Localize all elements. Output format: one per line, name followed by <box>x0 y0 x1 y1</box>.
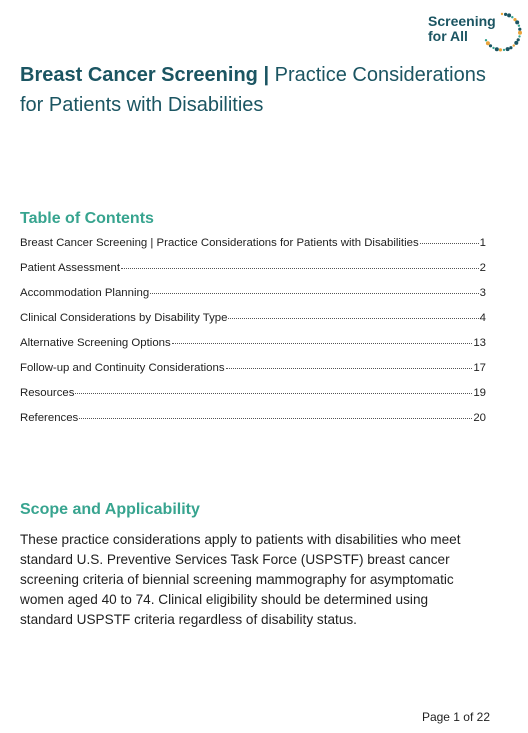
toc-entry[interactable] <box>20 362 486 387</box>
title-bold-part: Breast Cancer Screening | <box>20 64 270 86</box>
toc-entry[interactable] <box>20 312 486 337</box>
logo-line-2: for All <box>428 28 468 44</box>
logo-dot <box>518 28 521 31</box>
logo-dot <box>499 48 502 51</box>
toc-heading: Table of Contents <box>20 210 154 227</box>
logo-dot <box>517 38 520 41</box>
logo-dot <box>503 49 505 51</box>
logo-dot <box>506 47 510 51</box>
logo-dot <box>507 13 511 17</box>
toc-leader-dots <box>121 268 479 269</box>
scope-heading: Scope and Applicability <box>20 501 200 518</box>
scope-paragraph: These practice considerations apply to patients with disabilities who meet standard U.S. Preventive Services Task Force (USPSTF) breast cancer screening criteria of biennial screening mammography for asymptomatic women aged 40 to 74. Clinical eligibility should be determined using standard USPSTF criteria regardless of disability status. <box>20 532 461 627</box>
toc-leader-dots <box>79 418 472 419</box>
toc-entry-label[interactable]: Alternative Screening Options <box>20 337 171 349</box>
logo-dot <box>492 47 494 49</box>
toc-entry[interactable] <box>20 337 486 362</box>
toc-leader-dots <box>226 368 473 369</box>
document-title <box>20 60 490 120</box>
logo-dot <box>489 44 492 47</box>
logo-dot <box>513 44 515 46</box>
toc-entry-label[interactable]: Accommodation Planning <box>20 287 150 299</box>
toc-entry[interactable] <box>20 287 486 312</box>
toc-entry-page[interactable]: 20 <box>473 412 486 424</box>
logo-dot <box>518 35 520 37</box>
logo-dot <box>518 25 520 27</box>
table-of-contents <box>20 237 486 437</box>
toc-entry-label[interactable]: Patient Assessment <box>20 262 121 274</box>
toc-entry[interactable] <box>20 262 486 287</box>
title-regular-part: Practice Considerations for Patients with Disabilities <box>20 64 486 116</box>
logo-dot <box>486 41 490 45</box>
toc-entry-page[interactable]: 19 <box>473 387 486 399</box>
logo-dot <box>511 16 513 18</box>
toc-entry-page[interactable]: 13 <box>473 337 486 349</box>
screening-for-all-logo <box>428 12 522 52</box>
logo-dot <box>504 13 507 16</box>
toc-leader-dots <box>420 243 479 244</box>
toc-entry-label[interactable]: Resources <box>20 387 75 399</box>
logo-line-1: Screening <box>428 13 496 29</box>
logo-dot <box>509 46 512 49</box>
toc-entry-page[interactable]: 3 <box>479 287 486 299</box>
toc-leader-dots <box>172 343 473 344</box>
logo-dots-icon <box>428 12 522 52</box>
logo-dot <box>485 39 487 41</box>
toc-entry-label[interactable]: Clinical Considerations by Disability Type <box>20 312 228 324</box>
logo-dot <box>515 20 519 24</box>
toc-leader-dots <box>150 293 478 294</box>
toc-entry-label[interactable]: Follow-up and Continuity Considerations <box>20 362 225 374</box>
toc-entry-page[interactable]: 17 <box>473 362 486 374</box>
toc-entry-page[interactable]: 1 <box>479 237 486 249</box>
logo-dot <box>514 41 518 45</box>
toc-entry-label[interactable]: References <box>20 412 79 424</box>
logo-dot <box>495 47 499 51</box>
toc-leader-dots <box>75 393 472 394</box>
toc-entry[interactable] <box>20 412 486 437</box>
logo-dot <box>501 13 503 15</box>
toc-entry[interactable] <box>20 237 486 262</box>
toc-leader-dots <box>228 318 478 319</box>
page-number: Page 1 of 22 <box>421 710 490 724</box>
logo-dot <box>518 31 522 35</box>
toc-entry[interactable] <box>20 387 486 412</box>
toc-entry-page[interactable]: 2 <box>479 262 486 274</box>
toc-entry-label[interactable]: Breast Cancer Screening | Practice Considerations for Patients with Disabilities <box>20 237 419 249</box>
toc-entry-page[interactable]: 4 <box>479 312 486 324</box>
